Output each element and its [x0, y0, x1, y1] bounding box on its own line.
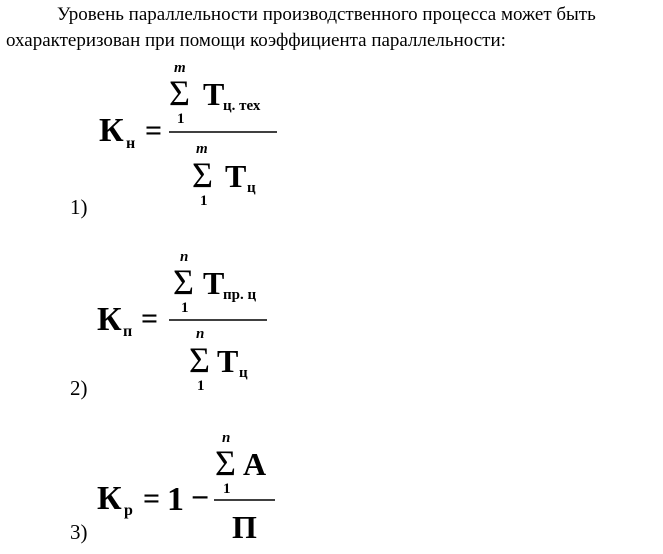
formula-3-equals: = — [143, 482, 161, 515]
formula-1-num-upper: m — [174, 60, 186, 76]
formula-2-num-upper: n — [180, 249, 189, 265]
formula-3-one: 1 — [167, 481, 184, 518]
formula-2-num-T: Т — [203, 265, 225, 301]
formula-2-number: 2) — [70, 376, 88, 400]
formula-2-den-upper: n — [196, 326, 205, 342]
formula-2-den-sum: Σ — [189, 340, 210, 380]
formula-2-equals: = — [141, 302, 159, 335]
formula-1 — [95, 58, 295, 223]
formula-3-number: 3) — [70, 520, 88, 544]
formula-1-num-lower: 1 — [177, 111, 185, 127]
formula-2 — [95, 244, 295, 409]
formula-2-svg — [95, 244, 295, 404]
formula-1-num-sum: Σ — [169, 73, 190, 113]
formula-3-den-P: П — [232, 509, 257, 545]
formula-3-svg — [95, 424, 295, 549]
formula-2-den-T: Т — [217, 343, 239, 379]
formula-2-lhs-sub: п — [123, 323, 133, 340]
formula-1-svg — [95, 58, 295, 218]
formula-2-num-sum: Σ — [173, 262, 194, 302]
formula-1-den-sub: ц — [247, 180, 256, 196]
formula-1-lhs-sub: н — [126, 135, 136, 152]
formula-1-num-sub: ц. тех — [223, 98, 261, 114]
formula-2-num-lower: 1 — [181, 300, 189, 316]
formula-3-num-A: А — [243, 446, 267, 482]
intro-paragraph — [0, 2, 663, 54]
formula-3-lhs: К — [97, 480, 122, 517]
formula-1-den-sum: Σ — [192, 155, 213, 195]
formula-3-num-sum: Σ — [215, 443, 236, 483]
formula-3-minus: − — [191, 479, 210, 515]
formula-1-den-upper: m — [196, 141, 208, 157]
formula-2-den-sub: ц — [239, 365, 248, 381]
intro-line-1: Уровень параллельности производственного процесса может быть — [57, 4, 596, 25]
formula-1-equals: = — [145, 114, 163, 147]
formula-1-lhs: К — [99, 112, 124, 149]
formula-1-number: 1) — [70, 195, 88, 219]
formula-2-num-sub: пр. ц — [223, 287, 257, 303]
formula-3-num-lower: 1 — [223, 481, 231, 497]
formula-1-den-T: Т — [225, 158, 247, 194]
formula-3-num-upper: n — [222, 430, 231, 446]
formula-2-den-lower: 1 — [197, 378, 205, 394]
formula-1-num-T: Т — [203, 76, 225, 112]
intro-line-2: охарактеризован при помощи коэффициента параллельности: — [6, 30, 506, 51]
formula-1-den-lower: 1 — [200, 193, 208, 209]
formula-3-lhs-sub: р — [124, 502, 133, 519]
formula-3 — [95, 424, 295, 554]
formula-2-lhs: К — [97, 301, 122, 338]
